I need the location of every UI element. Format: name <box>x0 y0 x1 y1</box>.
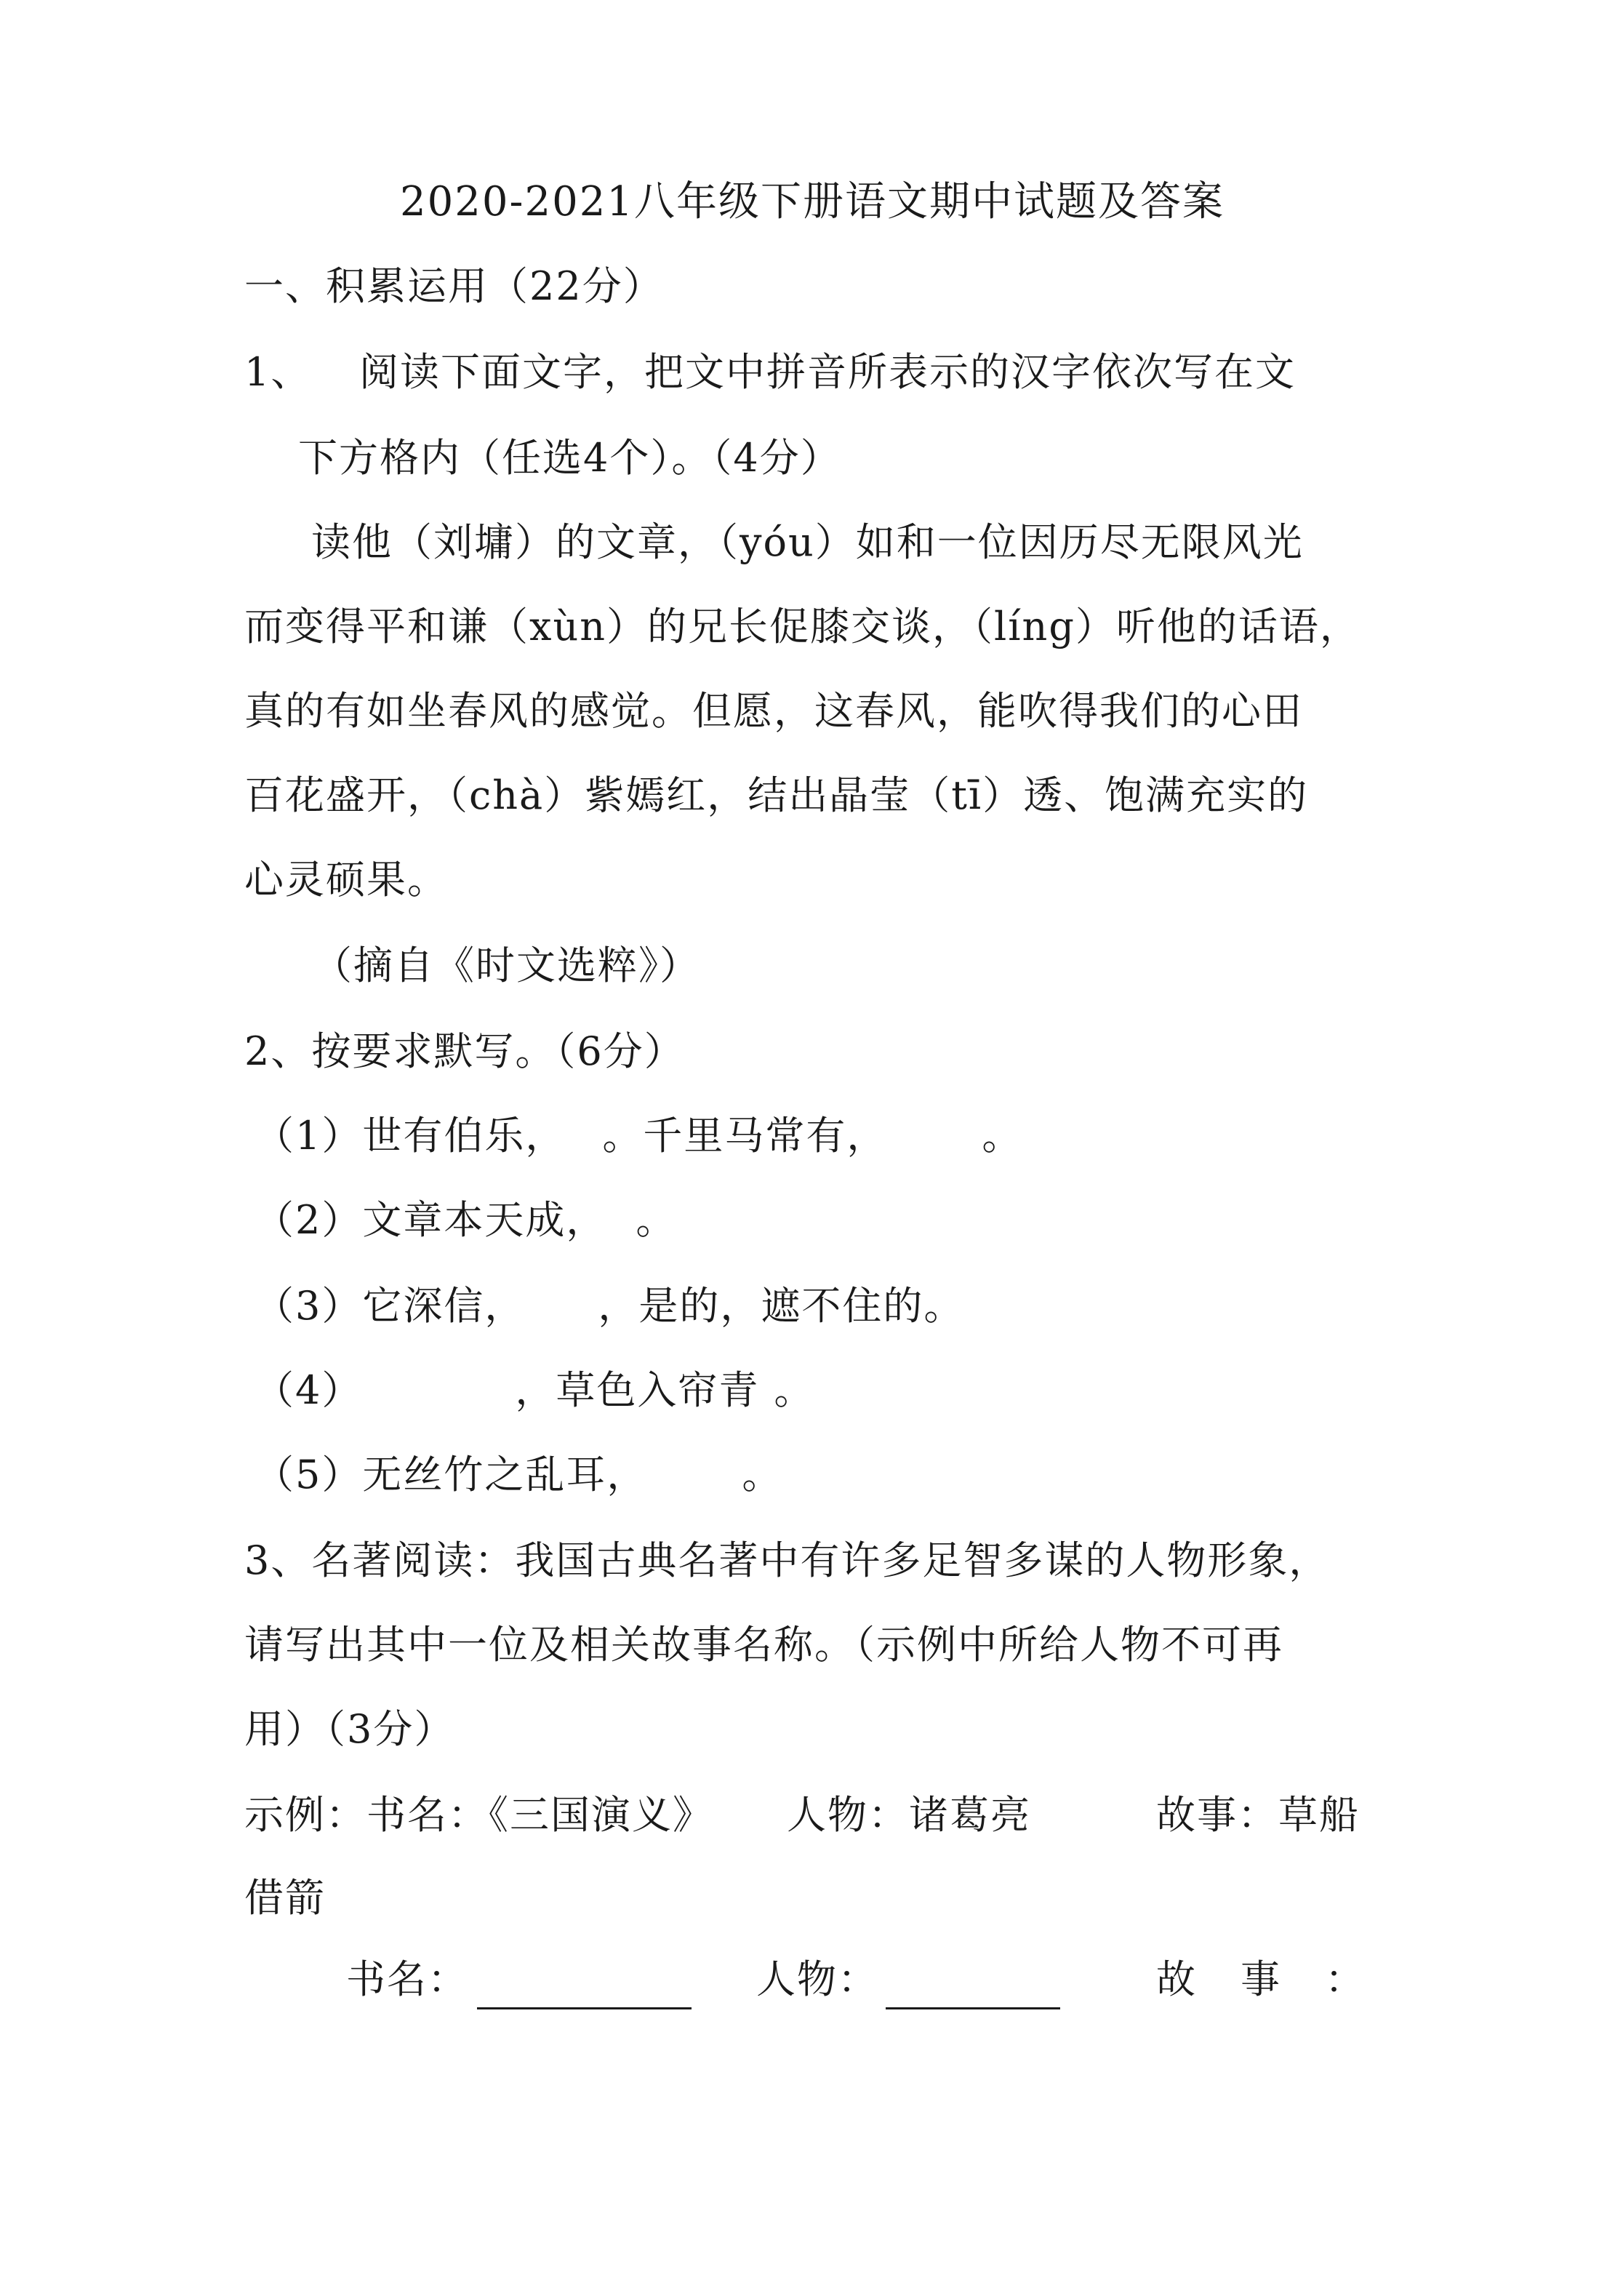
answer-book-label: 书名： <box>346 1956 468 2002</box>
recitation-item-1-part-c: 。 <box>982 1113 1023 1159</box>
example-book: 示例：书名：《三国演义》 <box>244 1792 713 1838</box>
passage-line-4: 百花盛开，（chà）紫嫣红，结出晶莹（tī）透、饱满充实的 <box>244 772 1309 818</box>
question-3-line3: 用）（3分） <box>244 1706 455 1752</box>
passage-line-1: 读他（刘墉）的文章，（yóu）如和一位因历尽无限风光 <box>311 519 1304 565</box>
recitation-item-4-part-b: ，草色入帘青 <box>515 1367 760 1413</box>
passage-source: （摘自《时文选粹》） <box>313 943 700 988</box>
question-1-line1: 阅读下面文字，把文中拼音所表示的汉字依次写在文 <box>359 349 1296 395</box>
question-1-number: 1、 <box>244 349 312 395</box>
passage-line-3: 真的有如坐春风的感觉。但愿，这春风，能吹得我们的心田 <box>244 688 1303 734</box>
page-title: 2020-2021八年级下册语文期中试题及答案 <box>400 178 1225 225</box>
example-person: 人物：诸葛亮 <box>787 1792 1031 1838</box>
recitation-item-1 <box>255 1107 1022 1165</box>
question-3-line1: 3、名著阅读：我国古典名著中有许多足智多谋的人物形象， <box>244 1537 1330 1583</box>
answer-person-label: 人物： <box>756 1956 878 2002</box>
recitation-item-3 <box>255 1277 964 1335</box>
passage-line-2: 而变得平和谦（xùn）的兄长促膝交谈，（líng）听他的话语， <box>244 604 1360 649</box>
recitation-item-5-part-b: 。 <box>742 1452 783 1497</box>
answer-book-blank[interactable] <box>477 1965 692 2009</box>
recitation-item-3-part-b: ，是的，遮不住的。 <box>598 1283 965 1329</box>
question-2-heading: 2、按要求默写。（6分） <box>244 1028 685 1074</box>
example-story-continued: 借箭 <box>244 1875 326 1921</box>
recitation-item-5-part-a: （5）无丝竹之乱耳， <box>255 1452 648 1497</box>
question-1-line2: 下方格内（任选4个）。（4分） <box>298 435 841 481</box>
recitation-item-2-part-a: （2）文章本天成， <box>255 1197 607 1243</box>
section-heading: 一、积累运用（22分） <box>244 263 664 309</box>
recitation-item-3-part-a: （3）它深信， <box>255 1283 526 1329</box>
recitation-item-1-part-b: 。千里马常有， <box>602 1113 888 1159</box>
recitation-item-4-part-a: （4） <box>255 1367 363 1413</box>
recitation-item-1-part-a: （1）世有伯乐， <box>255 1113 566 1159</box>
recitation-item-2 <box>255 1191 676 1249</box>
recitation-item-5 <box>255 1446 782 1504</box>
recitation-item-4-part-c: 。 <box>774 1367 815 1413</box>
answer-person-blank[interactable] <box>886 1965 1060 2009</box>
recitation-item-2-part-b: 。 <box>636 1197 677 1243</box>
recitation-item-4 <box>255 1361 814 1420</box>
question-3-line2: 请写出其中一位及相关故事名称。（示例中所给人物不可再 <box>244 1622 1283 1668</box>
passage-line-5: 心灵硕果。 <box>244 857 448 903</box>
example-story: 故事：草船 <box>1156 1792 1360 1838</box>
answer-story-label: 故 事 ： <box>1156 1956 1367 2002</box>
